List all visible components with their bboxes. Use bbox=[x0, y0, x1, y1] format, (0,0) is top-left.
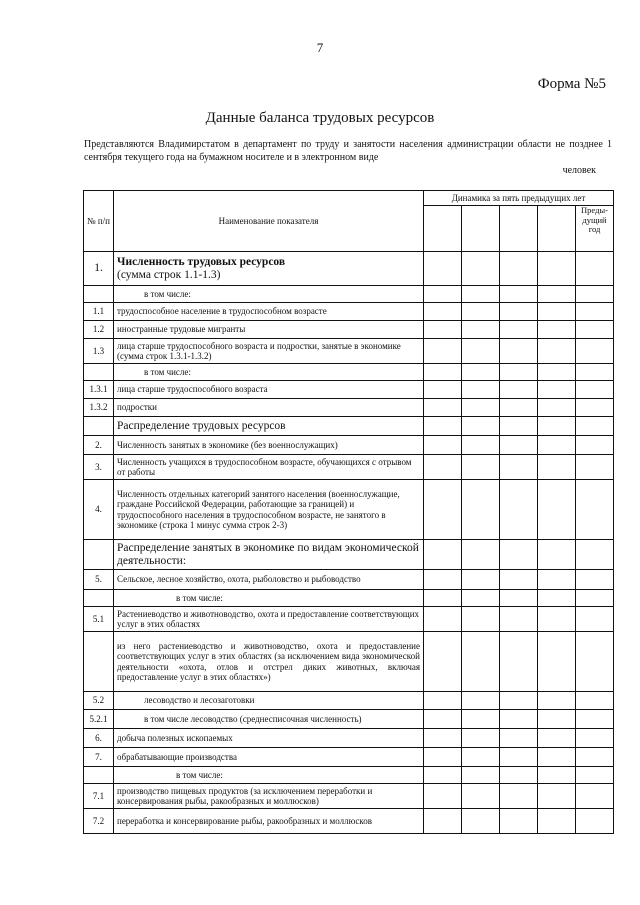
row-number: 1.3.2 bbox=[84, 399, 114, 417]
table-row bbox=[84, 339, 614, 364]
data-cell[interactable] bbox=[462, 286, 500, 303]
data-cell[interactable] bbox=[424, 399, 462, 417]
data-cell[interactable] bbox=[500, 399, 538, 417]
header-number: № п/п bbox=[84, 191, 114, 252]
data-cell[interactable] bbox=[424, 748, 462, 767]
table-row bbox=[84, 252, 614, 286]
data-cell[interactable] bbox=[424, 480, 462, 540]
data-cell[interactable] bbox=[576, 632, 614, 692]
row-number: 7. bbox=[84, 748, 114, 767]
table-row bbox=[84, 540, 614, 570]
data-cell[interactable] bbox=[576, 710, 614, 729]
data-cell[interactable] bbox=[500, 692, 538, 710]
table-row bbox=[84, 436, 614, 455]
data-cell[interactable] bbox=[500, 286, 538, 303]
data-cell[interactable] bbox=[424, 590, 462, 607]
data-cell[interactable] bbox=[424, 692, 462, 710]
row-label: лица старше трудоспособного возраста и подростки, занятые в экономике (сумма строк 1.3.1-1.3.2) bbox=[114, 339, 424, 364]
data-cell[interactable] bbox=[538, 480, 576, 540]
row-label: иностранные трудовые мигранты bbox=[114, 321, 424, 339]
data-cell[interactable] bbox=[462, 303, 500, 321]
data-cell[interactable] bbox=[576, 286, 614, 303]
data-cell[interactable] bbox=[538, 632, 576, 692]
data-cell[interactable] bbox=[538, 729, 576, 748]
table-row bbox=[84, 417, 614, 436]
header-dynamics: Динамика за пять предыдущих лет bbox=[424, 191, 614, 206]
data-cell[interactable] bbox=[500, 767, 538, 784]
data-cell[interactable] bbox=[462, 252, 500, 286]
row-number: 3. bbox=[84, 455, 114, 480]
row-label: в том числе: bbox=[114, 286, 424, 303]
table-row bbox=[84, 381, 614, 399]
header-year-cell bbox=[500, 206, 538, 252]
data-cell[interactable] bbox=[462, 632, 500, 692]
data-cell[interactable] bbox=[462, 784, 500, 809]
data-cell[interactable] bbox=[462, 399, 500, 417]
row-number: 5. bbox=[84, 570, 114, 590]
data-cell[interactable] bbox=[424, 303, 462, 321]
data-cell[interactable] bbox=[500, 364, 538, 381]
row-label: производство пищевых продуктов (за исключением переработки и консервирования рыбы, ракообразных и моллюсков) bbox=[114, 784, 424, 809]
data-cell[interactable] bbox=[462, 381, 500, 399]
row-number: 1.1 bbox=[84, 303, 114, 321]
row-label: переработка и консервирование рыбы, ракообразных и моллюсков bbox=[114, 809, 424, 834]
row-number bbox=[84, 364, 114, 381]
labour-balance-table bbox=[83, 190, 614, 834]
data-cell[interactable] bbox=[538, 417, 576, 436]
data-cell[interactable] bbox=[538, 321, 576, 339]
data-cell[interactable] bbox=[538, 607, 576, 632]
data-cell[interactable] bbox=[500, 381, 538, 399]
data-cell[interactable] bbox=[462, 590, 500, 607]
table-row bbox=[84, 809, 614, 834]
data-cell[interactable] bbox=[424, 381, 462, 399]
data-cell[interactable] bbox=[500, 480, 538, 540]
row-label: в том числе лесоводство (среднесписочная численность) bbox=[114, 710, 424, 729]
row-label bbox=[114, 252, 424, 286]
header-year-cell bbox=[462, 206, 500, 252]
data-cell[interactable] bbox=[576, 809, 614, 834]
data-cell[interactable] bbox=[500, 809, 538, 834]
data-cell[interactable] bbox=[576, 399, 614, 417]
data-cell[interactable] bbox=[500, 417, 538, 436]
data-cell[interactable] bbox=[538, 748, 576, 767]
data-cell[interactable] bbox=[500, 729, 538, 748]
data-cell[interactable] bbox=[538, 455, 576, 480]
data-cell[interactable] bbox=[576, 570, 614, 590]
data-cell[interactable] bbox=[576, 303, 614, 321]
data-cell[interactable] bbox=[424, 607, 462, 632]
row-number: 7.1 bbox=[84, 784, 114, 809]
data-cell[interactable] bbox=[538, 784, 576, 809]
table-row bbox=[84, 692, 614, 710]
form-label: Форма №5 bbox=[537, 76, 606, 92]
row-number bbox=[84, 590, 114, 607]
row-label: Растениеводство и животноводство, охота и предоставление соответствующих услуг в этих областях bbox=[114, 607, 424, 632]
table-row bbox=[84, 784, 614, 809]
data-cell[interactable] bbox=[462, 364, 500, 381]
data-cell[interactable] bbox=[462, 607, 500, 632]
data-cell[interactable] bbox=[462, 809, 500, 834]
data-cell[interactable] bbox=[424, 417, 462, 436]
data-cell[interactable] bbox=[576, 748, 614, 767]
data-cell[interactable] bbox=[576, 339, 614, 364]
row-number bbox=[84, 632, 114, 692]
row-number: 5.1 bbox=[84, 607, 114, 632]
data-cell[interactable] bbox=[424, 767, 462, 784]
header-year-cell bbox=[538, 206, 576, 252]
data-cell[interactable] bbox=[462, 767, 500, 784]
data-cell[interactable] bbox=[538, 399, 576, 417]
data-cell[interactable] bbox=[576, 767, 614, 784]
row-label: в том числе: bbox=[114, 364, 424, 381]
table-row bbox=[84, 286, 614, 303]
data-cell[interactable] bbox=[500, 607, 538, 632]
row-number bbox=[84, 286, 114, 303]
row-number: 1.3.1 bbox=[84, 381, 114, 399]
table-row bbox=[84, 607, 614, 632]
row-label-main: Численность трудовых ресурсов bbox=[117, 255, 286, 268]
data-cell[interactable] bbox=[500, 321, 538, 339]
data-cell[interactable] bbox=[424, 710, 462, 729]
data-cell[interactable] bbox=[424, 729, 462, 748]
data-cell[interactable] bbox=[576, 784, 614, 809]
data-cell[interactable] bbox=[500, 784, 538, 809]
data-cell[interactable] bbox=[576, 364, 614, 381]
data-cell[interactable] bbox=[576, 692, 614, 710]
data-cell[interactable] bbox=[538, 252, 576, 286]
table-row bbox=[84, 303, 614, 321]
data-cell[interactable] bbox=[576, 729, 614, 748]
data-cell[interactable] bbox=[538, 809, 576, 834]
data-cell[interactable] bbox=[576, 480, 614, 540]
row-label: трудоспособное население в трудоспособном возрасте bbox=[114, 303, 424, 321]
row-label: из него растениеводство и животноводство, охота и предоставление соответствующих услуг в этих областях (за исключением вида экономической деятельности «охота, отлов и отстрел диких животных, включая предоставление услуг в этих областях») bbox=[114, 632, 424, 692]
table-row bbox=[84, 748, 614, 767]
data-cell[interactable] bbox=[462, 436, 500, 455]
data-cell[interactable] bbox=[576, 607, 614, 632]
data-cell[interactable] bbox=[576, 321, 614, 339]
data-cell[interactable] bbox=[424, 455, 462, 480]
row-number bbox=[84, 767, 114, 784]
data-cell[interactable] bbox=[424, 364, 462, 381]
row-number bbox=[84, 540, 114, 570]
data-cell[interactable] bbox=[462, 748, 500, 767]
row-number bbox=[84, 417, 114, 436]
table-row bbox=[84, 364, 614, 381]
data-cell[interactable] bbox=[500, 632, 538, 692]
data-cell[interactable] bbox=[500, 303, 538, 321]
row-label: в том числе: bbox=[114, 590, 424, 607]
data-cell[interactable] bbox=[500, 540, 538, 570]
row-label: Численность учащихся в трудоспособном возрасте, обучающихся с отрывом от работы bbox=[114, 455, 424, 480]
row-number: 4. bbox=[84, 480, 114, 540]
table-row bbox=[84, 480, 614, 540]
data-cell[interactable] bbox=[462, 417, 500, 436]
row-label: Численность отдельных категорий занятого населения (военнослужащие, граждане Российской Федерации, работающие за границей) и трудоспособного населения в трудоспособном возрасте, не занятого в экономике (строка 1 минус сумма строк 2-3) bbox=[114, 480, 424, 540]
data-cell[interactable] bbox=[538, 767, 576, 784]
row-label: подростки bbox=[114, 399, 424, 417]
row-label: лесоводство и лесозаготовки bbox=[114, 692, 424, 710]
data-cell[interactable] bbox=[424, 809, 462, 834]
data-cell[interactable] bbox=[462, 339, 500, 364]
row-number: 5.2 bbox=[84, 692, 114, 710]
data-cell[interactable] bbox=[500, 252, 538, 286]
data-cell[interactable] bbox=[538, 436, 576, 455]
table-row bbox=[84, 399, 614, 417]
data-cell[interactable] bbox=[424, 339, 462, 364]
row-label-sub: (сумма строк 1.1-1.3) bbox=[117, 268, 221, 281]
data-cell[interactable] bbox=[500, 710, 538, 729]
data-cell[interactable] bbox=[538, 286, 576, 303]
section-heading: Распределение занятых в экономике по видам экономической деятельности: bbox=[114, 540, 424, 570]
row-number: 1. bbox=[84, 252, 114, 286]
header-year-cell bbox=[424, 206, 462, 252]
data-cell[interactable] bbox=[462, 570, 500, 590]
table-row bbox=[84, 570, 614, 590]
data-cell[interactable] bbox=[538, 590, 576, 607]
data-cell[interactable] bbox=[424, 436, 462, 455]
data-cell[interactable] bbox=[424, 540, 462, 570]
page-number: 7 bbox=[316, 40, 324, 55]
data-cell[interactable] bbox=[500, 590, 538, 607]
data-cell[interactable] bbox=[576, 417, 614, 436]
data-cell[interactable] bbox=[576, 540, 614, 570]
data-cell[interactable] bbox=[424, 784, 462, 809]
unit-label: человек bbox=[562, 165, 596, 176]
data-cell[interactable] bbox=[424, 286, 462, 303]
data-cell[interactable] bbox=[462, 480, 500, 540]
data-cell[interactable] bbox=[538, 339, 576, 364]
row-number: 6. bbox=[84, 729, 114, 748]
data-cell[interactable] bbox=[462, 710, 500, 729]
table-row bbox=[84, 767, 614, 784]
data-cell[interactable] bbox=[462, 692, 500, 710]
table-row bbox=[84, 455, 614, 480]
header-indicator-name: Наименование показателя bbox=[114, 191, 424, 252]
document-title: Данные баланса трудовых ресурсов bbox=[205, 110, 435, 126]
data-cell[interactable] bbox=[462, 321, 500, 339]
data-cell[interactable] bbox=[538, 692, 576, 710]
row-number: 2. bbox=[84, 436, 114, 455]
data-cell[interactable] bbox=[424, 252, 462, 286]
header-previous-year: Преды-дущий год bbox=[576, 206, 614, 252]
data-cell[interactable] bbox=[576, 252, 614, 286]
row-number: 7.2 bbox=[84, 809, 114, 834]
row-label: обрабатывающие производства bbox=[114, 748, 424, 767]
data-cell[interactable] bbox=[462, 729, 500, 748]
data-cell[interactable] bbox=[500, 455, 538, 480]
data-cell[interactable] bbox=[424, 570, 462, 590]
intro-paragraph: Представляются Владимирстатом в департамент по труду и занятости населения администрации области не позднее 1 сентября текущего года на бумажном носителе и в электронном виде bbox=[84, 139, 612, 163]
data-cell[interactable] bbox=[576, 381, 614, 399]
section-heading: Распределение трудовых ресурсов bbox=[114, 417, 424, 436]
table-row bbox=[84, 729, 614, 748]
data-cell[interactable] bbox=[538, 540, 576, 570]
row-label: Сельское, лесное хозяйство, охота, рыболовство и рыбоводство bbox=[114, 570, 424, 590]
data-cell[interactable] bbox=[500, 748, 538, 767]
row-number: 1.2 bbox=[84, 321, 114, 339]
row-label: Численность занятых в экономике (без военнослужащих) bbox=[114, 436, 424, 455]
row-number: 5.2.1 bbox=[84, 710, 114, 729]
data-cell[interactable] bbox=[462, 455, 500, 480]
row-label: в том числе: bbox=[114, 767, 424, 784]
row-label: добыча полезных ископаемых bbox=[114, 729, 424, 748]
data-cell[interactable] bbox=[500, 570, 538, 590]
table-row bbox=[84, 590, 614, 607]
data-cell[interactable] bbox=[576, 436, 614, 455]
data-cell[interactable] bbox=[500, 339, 538, 364]
data-cell[interactable] bbox=[424, 321, 462, 339]
data-cell[interactable] bbox=[538, 570, 576, 590]
table-row bbox=[84, 632, 614, 692]
data-cell[interactable] bbox=[424, 632, 462, 692]
table-row bbox=[84, 710, 614, 729]
data-cell[interactable] bbox=[538, 710, 576, 729]
data-cell[interactable] bbox=[538, 364, 576, 381]
data-cell[interactable] bbox=[538, 381, 576, 399]
row-label: лица старше трудоспособного возраста bbox=[114, 381, 424, 399]
row-number: 1.3 bbox=[84, 339, 114, 364]
data-cell[interactable] bbox=[576, 590, 614, 607]
table-row bbox=[84, 321, 614, 339]
data-cell[interactable] bbox=[538, 303, 576, 321]
data-cell[interactable] bbox=[462, 540, 500, 570]
data-cell[interactable] bbox=[576, 455, 614, 480]
data-cell[interactable] bbox=[500, 436, 538, 455]
